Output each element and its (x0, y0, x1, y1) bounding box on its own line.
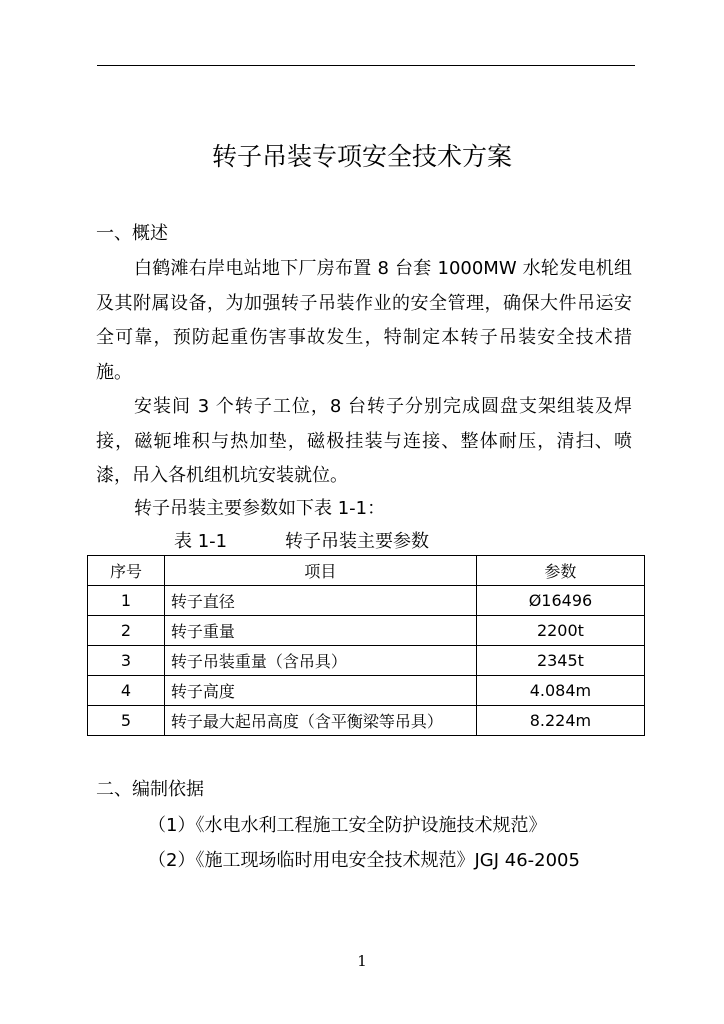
cell-value: 2345t (476, 646, 644, 676)
overview-paragraph-1: 白鹤滩右岸电站地下厂房布置 8 台套 1000MW 水轮发电机组及其附属设备，为加强转子吊装作业的安全管理，确保大件吊运安全可靠，预防起重伤害事故发生，特制定本转子吊装安全技术措施。 (96, 258, 632, 383)
table-row (88, 706, 645, 736)
table-intro-text: 转子吊装主要参数如下表 1-1： (134, 498, 386, 519)
cell-number: 1 (88, 586, 165, 616)
table-caption-title: 转子吊装主要参数 (285, 531, 429, 552)
document-title: 转子吊装专项安全技术方案 (211, 142, 512, 171)
header-cell-number: 序号 (88, 556, 165, 586)
cell-value: 8.224m (476, 706, 644, 736)
table-row (88, 676, 645, 706)
table-header-row (88, 556, 645, 586)
section-heading-overview: 一、概述 (96, 223, 168, 244)
cell-number: 4 (88, 676, 165, 706)
table-row (88, 586, 645, 616)
table-row (88, 646, 645, 676)
cell-number: 3 (88, 646, 165, 676)
cell-item: 转子高度 (164, 676, 476, 706)
table-row (88, 616, 645, 646)
cell-item: 转子吊装重量（含吊具） (164, 646, 476, 676)
cell-value: 4.084m (476, 676, 644, 706)
cell-item: 转子直径 (164, 586, 476, 616)
cell-number: 5 (88, 706, 165, 736)
cell-value: Ø16496 (476, 586, 644, 616)
header-rule (97, 65, 635, 66)
reference-item: （2）《施工现场临时用电安全技术规范》JGJ 46-2005 (148, 850, 580, 871)
header-cell-value: 参数 (476, 556, 644, 586)
page-number: 1 (357, 952, 367, 970)
reference-item: （1）《水电水利工程施工安全防护设施技术规范》 (148, 815, 547, 836)
rotor-parameters-table (87, 555, 645, 736)
cell-number: 2 (88, 616, 165, 646)
section-heading-basis: 二、编制依据 (96, 779, 204, 800)
cell-item: 转子重量 (164, 616, 476, 646)
table-caption-number: 表 1-1 (174, 531, 228, 552)
cell-value: 2200t (476, 616, 644, 646)
header-cell-item: 项目 (164, 556, 476, 586)
cell-item: 转子最大起吊高度（含平衡梁等吊具） (164, 706, 476, 736)
overview-paragraph-2: 安装间 3 个转子工位，8 台转子分别完成圆盘支架组装及焊接，磁轭堆积与热加垫，磁极挂装与连接、整体耐压，清扫、喷漆，吊入各机组机坑安装就位。 (96, 396, 632, 486)
